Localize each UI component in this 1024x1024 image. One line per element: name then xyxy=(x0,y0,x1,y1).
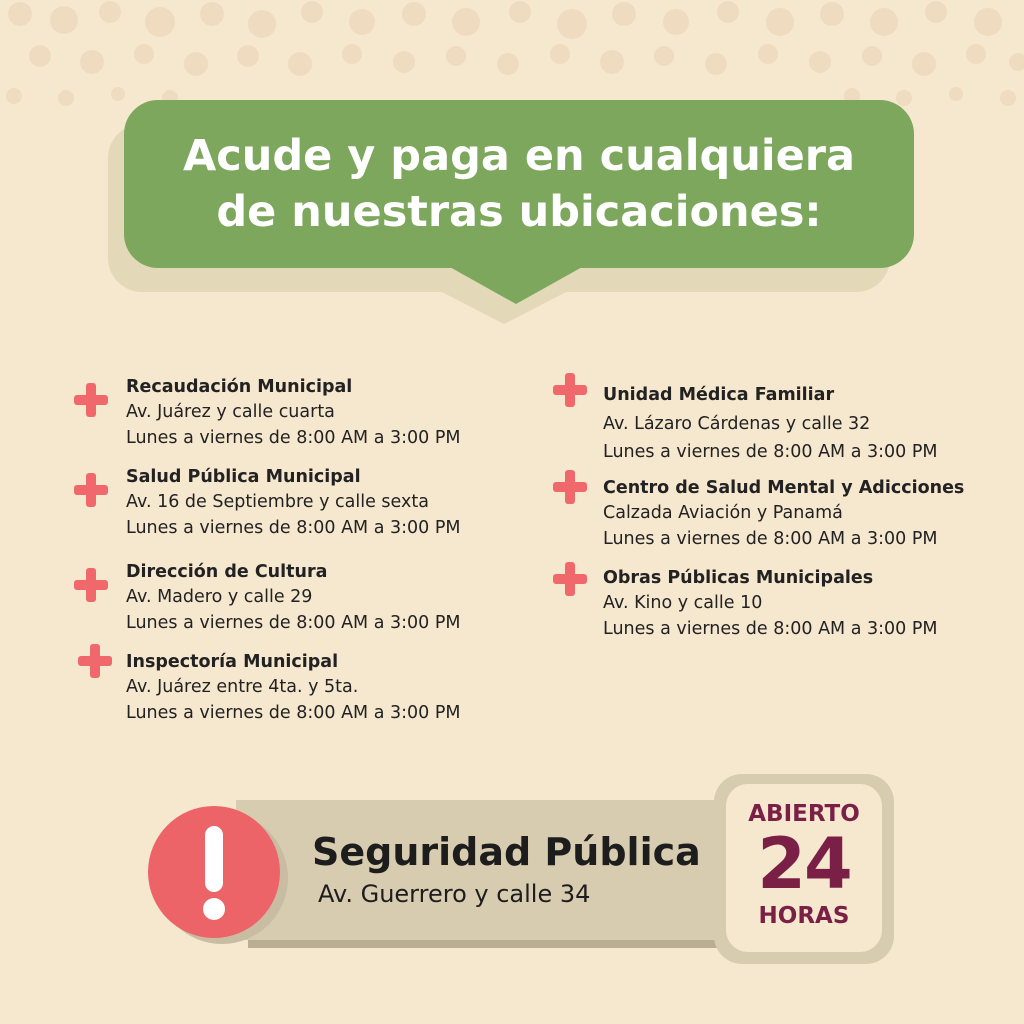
location-hours: Lunes a viernes de 8:00 AM a 3:00 PM xyxy=(603,442,938,462)
location-address: Av. Juárez y calle cuarta xyxy=(126,402,335,422)
plus-icon xyxy=(74,383,108,417)
title-line-2: de nuestras ubicaciones: xyxy=(216,187,822,237)
location-obras-publicas xyxy=(603,566,938,642)
location-cultura xyxy=(126,560,461,636)
location-salud-publica xyxy=(126,465,461,541)
badge-number: 24 xyxy=(757,823,851,905)
location-address: Av. 16 de Septiembre y calle sexta xyxy=(126,492,429,512)
badge-top-label: ABIERTO xyxy=(748,801,860,827)
location-hours: Lunes a viernes de 8:00 AM a 3:00 PM xyxy=(603,619,938,639)
location-address: Av. Kino y calle 10 xyxy=(603,593,763,613)
exclamation-dot xyxy=(203,898,225,920)
plus-icon xyxy=(553,562,587,596)
location-hours: Lunes a viernes de 8:00 AM a 3:00 PM xyxy=(603,529,938,549)
plus-icon xyxy=(553,373,587,407)
exclamation-icon xyxy=(148,806,280,938)
location-hours: Lunes a viernes de 8:00 AM a 3:00 PM xyxy=(126,518,461,538)
location-name: Inspectoría Municipal xyxy=(126,652,339,672)
location-hours: Lunes a viernes de 8:00 AM a 3:00 PM xyxy=(126,703,461,723)
location-inspectoria xyxy=(126,650,461,726)
location-address: Av. Lázaro Cárdenas y calle 32 xyxy=(603,414,871,434)
plus-icon xyxy=(74,568,108,602)
location-address: Av. Juárez entre 4ta. y 5ta. xyxy=(126,677,359,697)
badge-bottom-label: HORAS xyxy=(758,903,850,929)
location-name: Obras Públicas Municipales xyxy=(603,568,874,588)
exclamation-bar xyxy=(205,826,223,892)
location-address: Av. Madero y calle 29 xyxy=(126,587,313,607)
decorative-dot-pattern xyxy=(0,0,1024,110)
header-bubble-tail xyxy=(448,266,584,304)
plus-icon xyxy=(74,473,108,507)
plus-icon xyxy=(553,470,587,504)
location-name: Recaudación Municipal xyxy=(126,377,353,397)
location-name: Dirección de Cultura xyxy=(126,562,328,582)
location-name: Unidad Médica Familiar xyxy=(603,385,835,405)
location-name: Salud Pública Municipal xyxy=(126,467,361,487)
location-address: Calzada Aviación y Panamá xyxy=(603,503,843,523)
location-hours: Lunes a viernes de 8:00 AM a 3:00 PM xyxy=(126,613,461,633)
location-hours: Lunes a viernes de 8:00 AM a 3:00 PM xyxy=(126,428,461,448)
location-salud-mental xyxy=(603,476,964,552)
location-recaudacion xyxy=(126,375,461,451)
banner-address: Av. Guerrero y calle 34 xyxy=(318,880,591,908)
location-name: Centro de Salud Mental y Adicciones xyxy=(603,478,965,498)
title-line-1: Acude y paga en cualquiera xyxy=(183,131,855,181)
location-unidad-medica xyxy=(603,383,938,465)
banner-title: Seguridad Pública xyxy=(312,830,701,874)
open-24h-badge xyxy=(726,784,882,952)
page-title xyxy=(124,128,914,240)
plus-icon xyxy=(78,644,112,678)
